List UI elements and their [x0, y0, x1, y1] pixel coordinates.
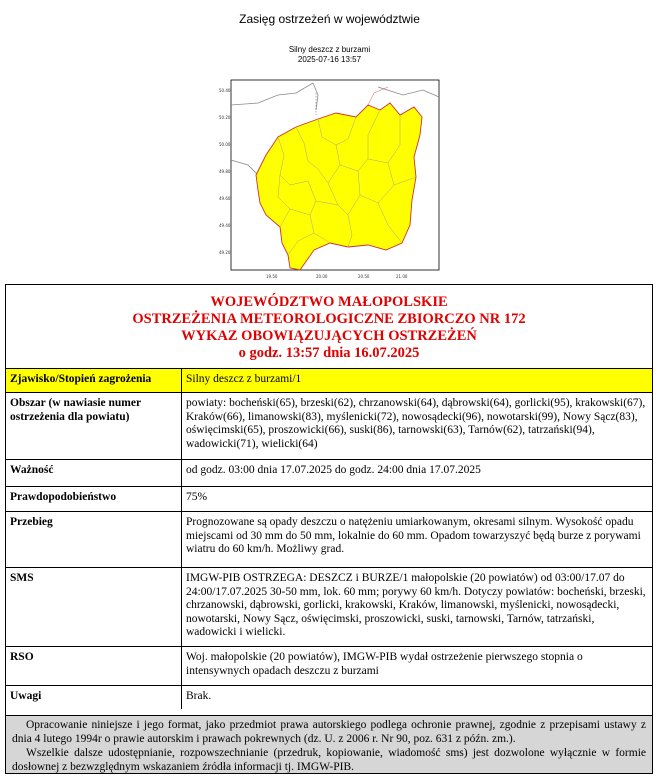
- lon-tick: 21.00: [396, 274, 408, 279]
- copyright-paragraph: Opracowanie niniejsze i jego format, jako przedmiot prawa autorskiego podlega ochronie prawnej, zgodnie z przepisami ustawy z dnia 4 lutego 1994r o prawie autorskim i prawach pokrewnych (dz. U. z 2006 r. Nr 90, poz. 631 z późn. zm.).: [12, 719, 646, 745]
- table-row: [6, 647, 652, 686]
- copyright-notice: [6, 715, 652, 773]
- row-label: Zjawisko/Stopień zagrożenia: [6, 369, 182, 393]
- row-value: Woj. małopolskie (20 powiatów), IMGW-PIB wydał ostrzeżenie pierwszego stopnia o intensywnych opadach deszczu z burzami: [182, 647, 653, 686]
- lat-tick: 49.20: [219, 250, 231, 255]
- map-caption-phenomenon: Silny deszcz z burzami: [288, 45, 371, 54]
- row-label: Uwagi: [6, 686, 182, 710]
- warnings-list-title: WYKAZ OBOWIĄZUJĄCYCH OSTRZEŻEŃ: [181, 328, 477, 344]
- row-label: SMS: [6, 568, 182, 647]
- table-row: [6, 568, 652, 647]
- warning-table: [6, 368, 652, 709]
- map-caption: [0, 45, 659, 65]
- report-header: [6, 285, 652, 368]
- row-label: Ważność: [6, 460, 182, 487]
- warnings-number: OSTRZEŻENIA METEOROLOGICZNE ZBIORCZO NR 172: [132, 311, 526, 327]
- row-value: 75%: [182, 487, 653, 512]
- lon-tick: 19.50: [266, 274, 278, 279]
- map-caption-datetime: 2025-07-16 13:57: [297, 55, 362, 64]
- lat-tick: 49.40: [219, 223, 231, 228]
- lon-tick: 20.50: [358, 274, 370, 279]
- row-value: Brak.: [182, 686, 653, 710]
- lat-tick: 50.00: [219, 142, 231, 147]
- row-label: Prawdopodobieństwo: [6, 487, 182, 512]
- lon-tick: 20.00: [316, 274, 328, 279]
- warning-report: [5, 284, 653, 774]
- table-row: [6, 512, 652, 568]
- table-row: [6, 393, 652, 460]
- lat-tick: 49.80: [219, 169, 231, 174]
- table-row: [6, 686, 652, 710]
- row-label: Obszar (w nawiasie numer ostrzeżenia dla powiatu): [6, 393, 182, 460]
- row-label: Przebieg: [6, 512, 182, 568]
- lat-tick: 50.40: [219, 88, 231, 93]
- voivodeship-title: WOJEWÓDZTWO MAŁOPOLSKIE: [210, 294, 448, 310]
- row-value: Prognozowane są opady deszczu o natężeniu umiarkowanym, okresami silnym. Wysokość opadu miejscami od 30 mm do 50 mm, lokalnie do 60 mm. Opadom towarzyszyć będą burze z porywami wiatru do 60 km/h. Możliwy grad.: [182, 512, 653, 568]
- redistribution-paragraph: Wszelkie dalsze udostępnianie, rozpowszechnianie (przedruk, kopiowanie, wiadomość sms) jest dozwolone wyłącznie w formie dosłownej z bezwzględnym wskazaniem źródła informacji tj. IMGW-PIB.: [12, 747, 646, 773]
- lat-tick: 49.60: [219, 196, 231, 201]
- report-time: o godz. 13:57 dnia 16.07.2025: [238, 345, 420, 361]
- page-title: Zasięg ostrzeżeń w województwie: [239, 12, 420, 26]
- table-row: [6, 460, 652, 487]
- row-value: od godz. 03:00 dnia 17.07.2025 do godz. 24:00 dnia 17.07.2025: [182, 460, 653, 487]
- row-label: RSO: [6, 647, 182, 686]
- row-value: powiaty: bocheński(65), brzeski(62), chrzanowski(64), dąbrowski(64), gorlicki(95), krakowski(67), Kraków(66), limanowski(83), myślenicki(72), nowosądecki(96), nowotarski(99), Nowy Sącz(83), oświęcimski(65), proszowicki(66), suski(86), tarnowski(63), Tarnów(62), tatrzański(94), wadowicki(71), wielicki(64): [182, 393, 653, 460]
- warning-map: [218, 75, 442, 285]
- table-row: [6, 369, 652, 393]
- row-value: Silny deszcz z burzami/1: [182, 369, 653, 393]
- lat-tick: 50.20: [219, 115, 231, 120]
- row-value: IMGW-PIB OSTRZEGA: DESZCZ i BURZE/1 małopolskie (20 powiatów) od 03:00/17.07 do 24:00/17.07.2025 30-50 mm, lok. 60 mm; porywy 60 km/h. Dotyczy powiatów: bocheński, brzeski, chrzanowski, dąbrowski, gorlicki, krakowski, Kraków, limanowski, myślenicki, nowosądecki, nowotarski, Nowy Sącz, oświęcimski, proszowicki, suski, tarnowski, Tarnów, tatrzański, wadowicki i wielicki.: [182, 568, 653, 647]
- table-row: [6, 487, 652, 512]
